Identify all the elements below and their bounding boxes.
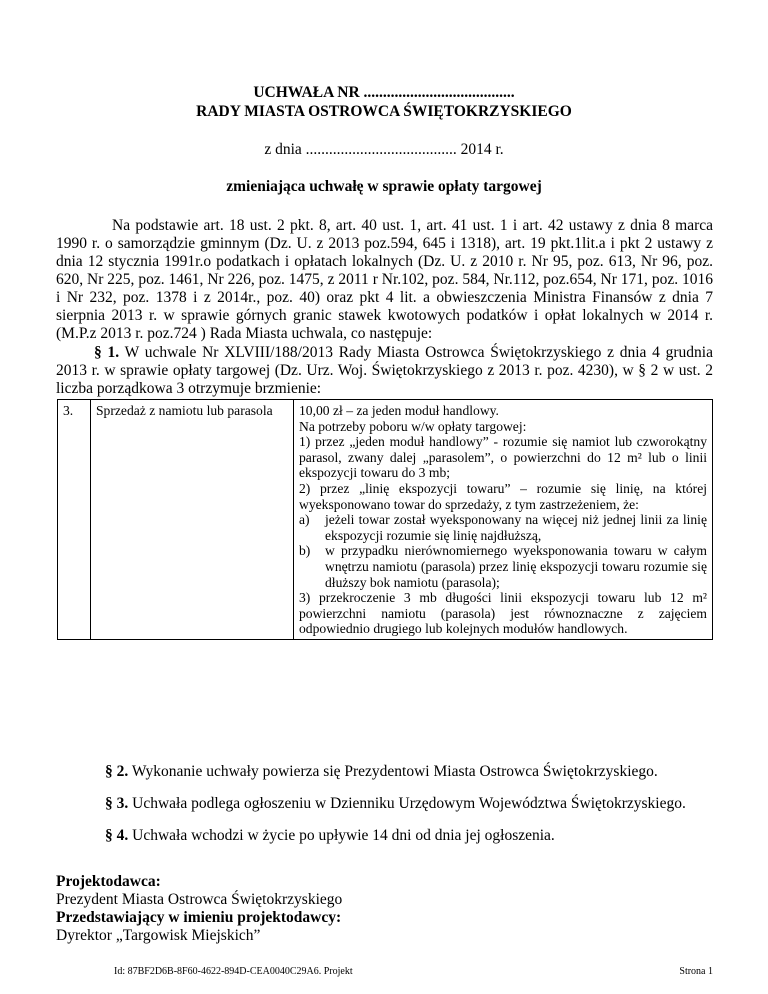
section-3: [105, 795, 686, 813]
sub-point-b: [299, 543, 707, 590]
amendment-table: [57, 399, 713, 640]
sub-point-a-mark: a): [299, 512, 310, 528]
section-2-text: Wykonanie uchwały powierza się Prezydentowi Miasta Ostrowca Świętokrzyskiego.: [128, 763, 658, 780]
author-name: Prezydent Miasta Ostrowca Świętokrzyskiego: [56, 891, 343, 908]
resolution-date: z dnia ....................................... 2014 r.: [264, 141, 504, 158]
point-3: 3) przekroczenie 3 mb długości linii ekspozycji towaru lub 12 m² powierzchni namiotu (parasola) jest równoznaczne z zajęciem odpowiednio drugiego lub kolejnych modułów handlowych.: [299, 590, 707, 637]
sub-point-b-text: w przypadku nierównomiernego wyeksponowania towaru w całym wnętrzu namiotu (parasola) przez linię ekspozycji towaru rozumie się dłuższy bok namiotu (parasola);: [325, 543, 707, 590]
sub-point-a-text: jeżeli towar został wyeksponowany na więcej niż jednej linii za linię ekspozycji rozumie się linię najdłuższą,: [325, 512, 707, 543]
section-2: [105, 763, 658, 781]
point-1: 1) przez „jeden moduł handlowy” - rozumie się namiot lub czworokątny parasol, zwany dalej „parasolem”, o powierzchni do 12 m² lub o linii ekspozycji towaru do 3 mb;: [299, 434, 707, 481]
section-4-mark: § 4.: [105, 827, 129, 844]
section-4-text: Uchwała wchodzi w życie po upływie 14 dni od dnia jej ogłoszenia.: [128, 827, 555, 844]
section-1: [56, 344, 713, 398]
sub-point-b-mark: b): [299, 543, 311, 559]
representative-label: Przedstawiający w imieniu projektodawcy:: [56, 909, 342, 926]
section-3-text: Uchwała podlega ogłoszeniu w Dzienniku Urzędowym Województwa Świętokrzyskiego.: [128, 795, 686, 812]
table-cell-description: [294, 400, 713, 640]
rate-line: 10,00 zł – za jeden moduł handlowy.: [299, 403, 499, 418]
section-2-mark: § 2.: [105, 763, 129, 780]
sub-point-a: [299, 512, 707, 543]
footer-document-id: Id: 87BF2D6B-8F60-4622-894D-CEA0040C29A6. Projekt: [114, 966, 353, 977]
section-3-mark: § 3.: [105, 795, 129, 812]
table-cell-number: 3.: [58, 400, 91, 640]
resolution-title: UCHWAŁA NR .......................................: [253, 84, 515, 101]
signature-block: [56, 873, 342, 945]
author-label: Projektodawca:: [56, 873, 161, 890]
table-cell-item: Sprzedaż z namiotu lub parasola: [91, 400, 294, 640]
section-4: [105, 827, 555, 845]
section-1-mark: § 1.: [94, 344, 120, 361]
table-row: [58, 400, 713, 640]
preamble: Na podstawie art. 18 ust. 2 pkt. 8, art. 40 ust. 1, art. 41 ust. 1 i art. 42 ustawy z dnia 8 marca 1990 r. o samorządzie gminnym (Dz. U. z 2013 poz.594, 645 i 1318), art. 19 pkt.1lit.a i pkt 2 ustawy z dnia 12 stycznia 1991r.o podatkach i opłatach lokalnych (Dz. U. z 2010 r. Nr 95, poz. 613, Nr 96, poz. 620, Nr 225, poz. 1461, Nr 226, poz. 1475, z 2011 r Nr.102, poz. 584, Nr.112, poz.654, Nr 171, poz. 1016 i Nr 232, poz. 1378 i z 2014r., poz. 40) oraz pkt 4 lit. a obwieszczenia Ministra Finansów z dnia 7 sierpnia 2013 r. w sprawie górnych granic stawek kwotowych podatków i opłat lokalnych w 2014 r. (M.P.z 2013 r. poz.724 ) Rada Miasta uchwala, co następuje:: [56, 217, 713, 342]
point-2: 2) przez „linię ekspozycji towaru” – rozumie się linię, na której wyeksponowano towar do sprzedaży, z tym zastrzeżeniem, że:: [299, 480, 707, 512]
representative-name: Dyrektor „Targowisk Miejskich”: [56, 927, 261, 944]
footer-page-number: Strona 1: [679, 966, 713, 977]
section-1-text: W uchwale Nr XLVIII/188/2013 Rady Miasta Ostrowca Świętokrzyskiego z dnia 4 grudnia 2013 r. w sprawie opłaty targowej (Dz. Urz. Woj. Świętokrzyskiego z 2013 r. poz. 4230), w § 2 w ust. 2 liczba porządkowa 3 otrzymuje brzmienie:: [56, 344, 713, 397]
resolution-subject: zmieniająca uchwałę w sprawie opłaty targowej: [226, 178, 542, 195]
resolution-issuer: RADY MIASTA OSTROWCA ŚWIĘTOKRZYSKIEGO: [196, 103, 572, 120]
intro-line: Na potrzeby poboru w/w opłaty targowej:: [299, 418, 527, 434]
